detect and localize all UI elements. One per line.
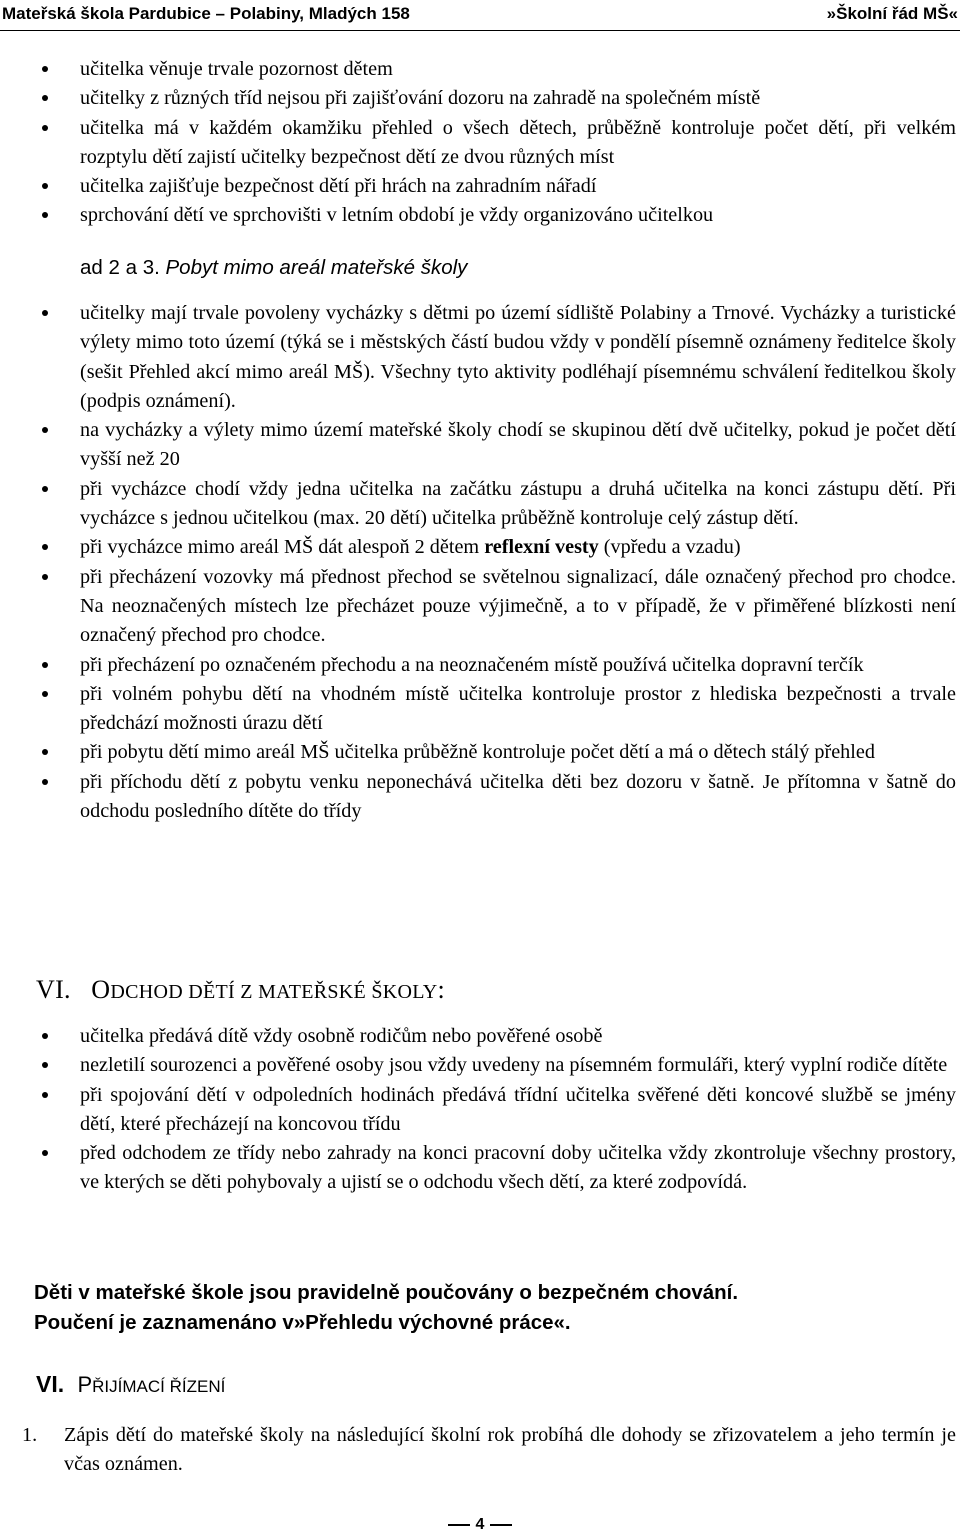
departure-rules-list [0,1022,960,1198]
bullet-icon [42,1033,48,1039]
bullet-icon [42,212,48,218]
bullet-icon [42,544,48,550]
list-item: nezletilí sourozenci a pověřené osoby jsou vždy uvedeny na písemném formuláři, který vyplní rodiče dítěte [0,1051,960,1080]
section-heading-admission: VI. PŘIJÍMACÍ ŘÍZENÍ [36,1371,226,1397]
outside-rules-list [0,299,960,826]
list-item: při vycházce mimo areál MŠ dát alespoň 2 dětem reflexní vesty (vpředu a vzadu) [0,533,960,562]
bullet-icon [42,1092,48,1098]
header-document-name: »Školní řád MŠ« [826,4,958,23]
bullet-icon [42,125,48,131]
reflective-vests-emphasis: reflexní vesty [484,536,599,559]
bullet-icon [42,1062,48,1068]
header-school-name: Mateřská škola Pardubice – Polabiny, Mladých 158 [2,4,410,23]
list-item: učitelka zajišťuje bezpečnost dětí při hrách na zahradním nářadí [0,172,960,201]
bullet-icon [42,574,48,580]
bullet-icon [42,662,48,668]
bullet-icon [42,749,48,755]
list-item: při pobytu dětí mimo areál MŠ učitelka průběžně kontroluje počet dětí a má o dětech stálý přehled [0,738,960,767]
bullet-icon [42,1150,48,1156]
dash-decoration [448,1524,470,1526]
list-item: při vycházce chodí vždy jedna učitelka na začátku zástupu a druhá učitelka na konci zástupu dětí. Při vycházce s jednou učitelkou (max. 20 dětí) učitelka průběžně kontroluje celý zástup dětí. [0,475,960,534]
list-item: při přecházení vozovky má přednost přechod se světelnou signalizací, dále označený přechod pro chodce. Na neoznačených místech lze přecházet pouze výjimečně, a to v případě, že v přiměřené blízkosti není označený přechod pro chodce. [0,563,960,651]
list-item: při spojování dětí v odpoledních hodinách předává třídní učitelka svěřené děti koncové službě se jmény dětí, které přecházejí na koncovou třídu [0,1081,960,1140]
bullet-icon [42,691,48,697]
bullet-icon [42,486,48,492]
bullet-icon [42,427,48,433]
numbered-paragraph: 1. Zápis dětí do mateřské školy na následující školní rok probíhá dle dohody se zřizovatelem a jeho termín je včas oznámen. [22,1424,956,1476]
dash-decoration [490,1524,512,1526]
list-item: učitelky z různých tříd nejsou při zajišťování dozoru na zahradě na společném místě [0,84,960,113]
subheading-outside-area: ad 2 a 3. Pobyt mimo areál mateřské školy [80,256,468,279]
safety-instruction-note: Děti v mateřské škole jsou pravidelně poučovány o bezpečném chování. Poučení je zaznamenáno v»Přehledu výchovné práce«. [34,1281,739,1334]
list-item: učitelky mají trvale povoleny vycházky s dětmi po území sídliště Polabiny a Trnové. Vycházky a turistické výlety mimo toto území (týká se i městských částí budou vždy v pondělí písemně oznámeny ředitelce školy (sešit Přehled akcí mimo areál MŠ). Všechny tyto aktivity podléhají písemnému schválení ředitelkou školy (podpis oznámení). [0,299,960,416]
list-item: učitelka má v každém okamžiku přehled o všech dětech, průběžně kontroluje počet dětí, při velkém rozptylu dětí zajistí učitelky bezpečnost dětí ze dvou různých míst [0,114,960,173]
bullet-icon [42,183,48,189]
bullet-icon [42,95,48,101]
list-item: při volném pohybu dětí na vhodném místě učitelka kontroluje prostor z hlediska bezpečnosti a trvale předchází možnosti úrazu dětí [0,680,960,739]
page-number: 4 [0,1516,960,1534]
list-item: před odchodem ze třídy nebo zahrady na konci pracovní doby učitelka vždy zkontroluje všechny prostory, ve kterých se děti pohybovaly a ujistí se o odchodu všech dětí, za které zodpovídá. [0,1139,960,1198]
list-item: při příchodu dětí z pobytu venku neponechává učitelka děti bez dozoru v šatně. Je přítomna v šatně do odchodu posledního dítěte do třídy [0,768,960,827]
list-item: při přecházení po označeném přechodu a na neoznačeném místě používá učitelka dopravní terčík [0,651,960,680]
bullet-icon [42,310,48,316]
bullet-icon [42,66,48,72]
list-item: učitelka věnuje trvale pozornost dětem [0,55,960,84]
list-item: na vycházky a výlety mimo území mateřské školy chodí se skupinou dětí dvě učitelky, pokud je počet dětí vyšší než 20 [0,416,960,475]
section-heading-departure: VI. ODCHOD DĚTÍ Z MATEŘSKÉ ŠKOLY: [36,975,446,1004]
garden-rules-list [0,55,960,231]
bullet-icon [42,779,48,785]
page-header [0,0,960,31]
list-item: učitelka předává dítě vždy osobně rodičům nebo pověřené osobě [0,1022,960,1051]
list-item: sprchování dětí ve sprchovišti v letním období je vždy organizováno učitelkou [0,201,960,230]
